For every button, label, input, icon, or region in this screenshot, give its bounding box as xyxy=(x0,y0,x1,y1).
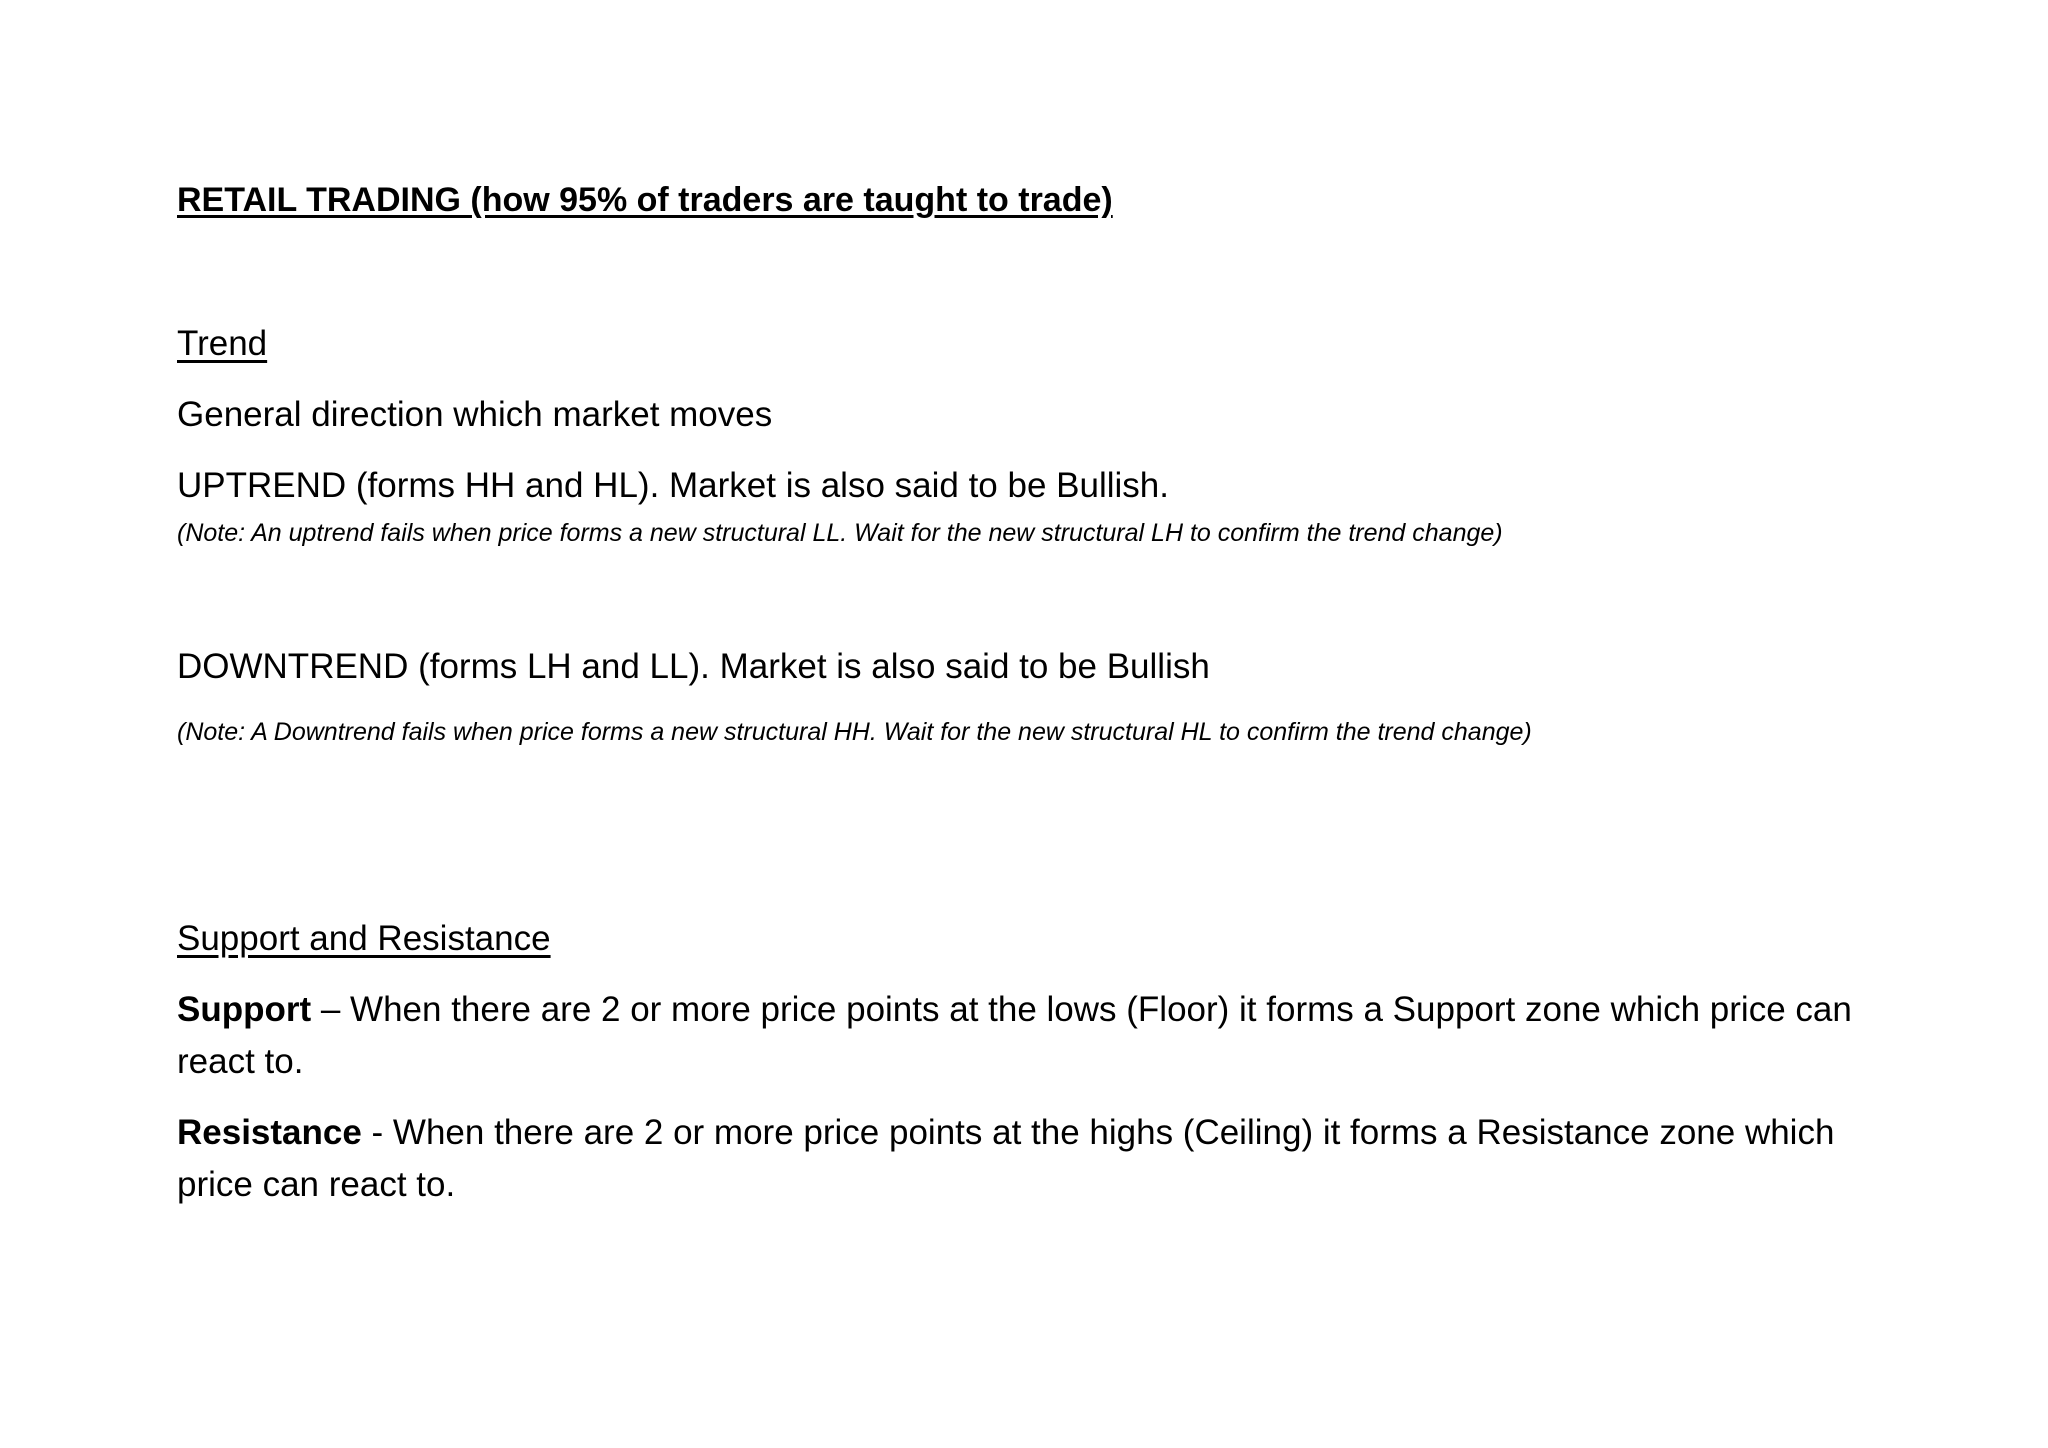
uptrend-note: (Note: An uptrend fails when price forms a new structural LL. Wait for the new structural LH to confirm the trend change) xyxy=(177,519,1503,547)
resistance-label: Resistance xyxy=(177,1113,362,1152)
resistance-text: - When there are 2 or more price points at the highs (Ceiling) it forms a Resistance zone which price can react to. xyxy=(177,1113,1835,1204)
support-text: – When there are 2 or more price points at the lows (Floor) it forms a Support zone which price can react to. xyxy=(177,990,1852,1081)
support-label: Support xyxy=(177,990,312,1029)
downtrend-text: DOWNTREND (forms LH and LL). Market is also said to be Bullish xyxy=(177,647,1210,686)
resistance-paragraph xyxy=(177,1107,1897,1211)
trend-heading: Trend xyxy=(177,324,268,363)
downtrend-note: (Note: A Downtrend fails when price forms a new structural HH. Wait for the new structural HL to confirm the trend change) xyxy=(177,718,1532,746)
support-resistance-heading: Support and Resistance xyxy=(177,919,551,958)
support-paragraph xyxy=(177,984,1897,1088)
trend-definition: General direction which market moves xyxy=(177,395,773,434)
uptrend-text: UPTREND (forms HH and HL). Market is also said to be Bullish. xyxy=(177,466,1169,505)
document-title: RETAIL TRADING (how 95% of traders are taught to trade) xyxy=(177,181,1113,219)
